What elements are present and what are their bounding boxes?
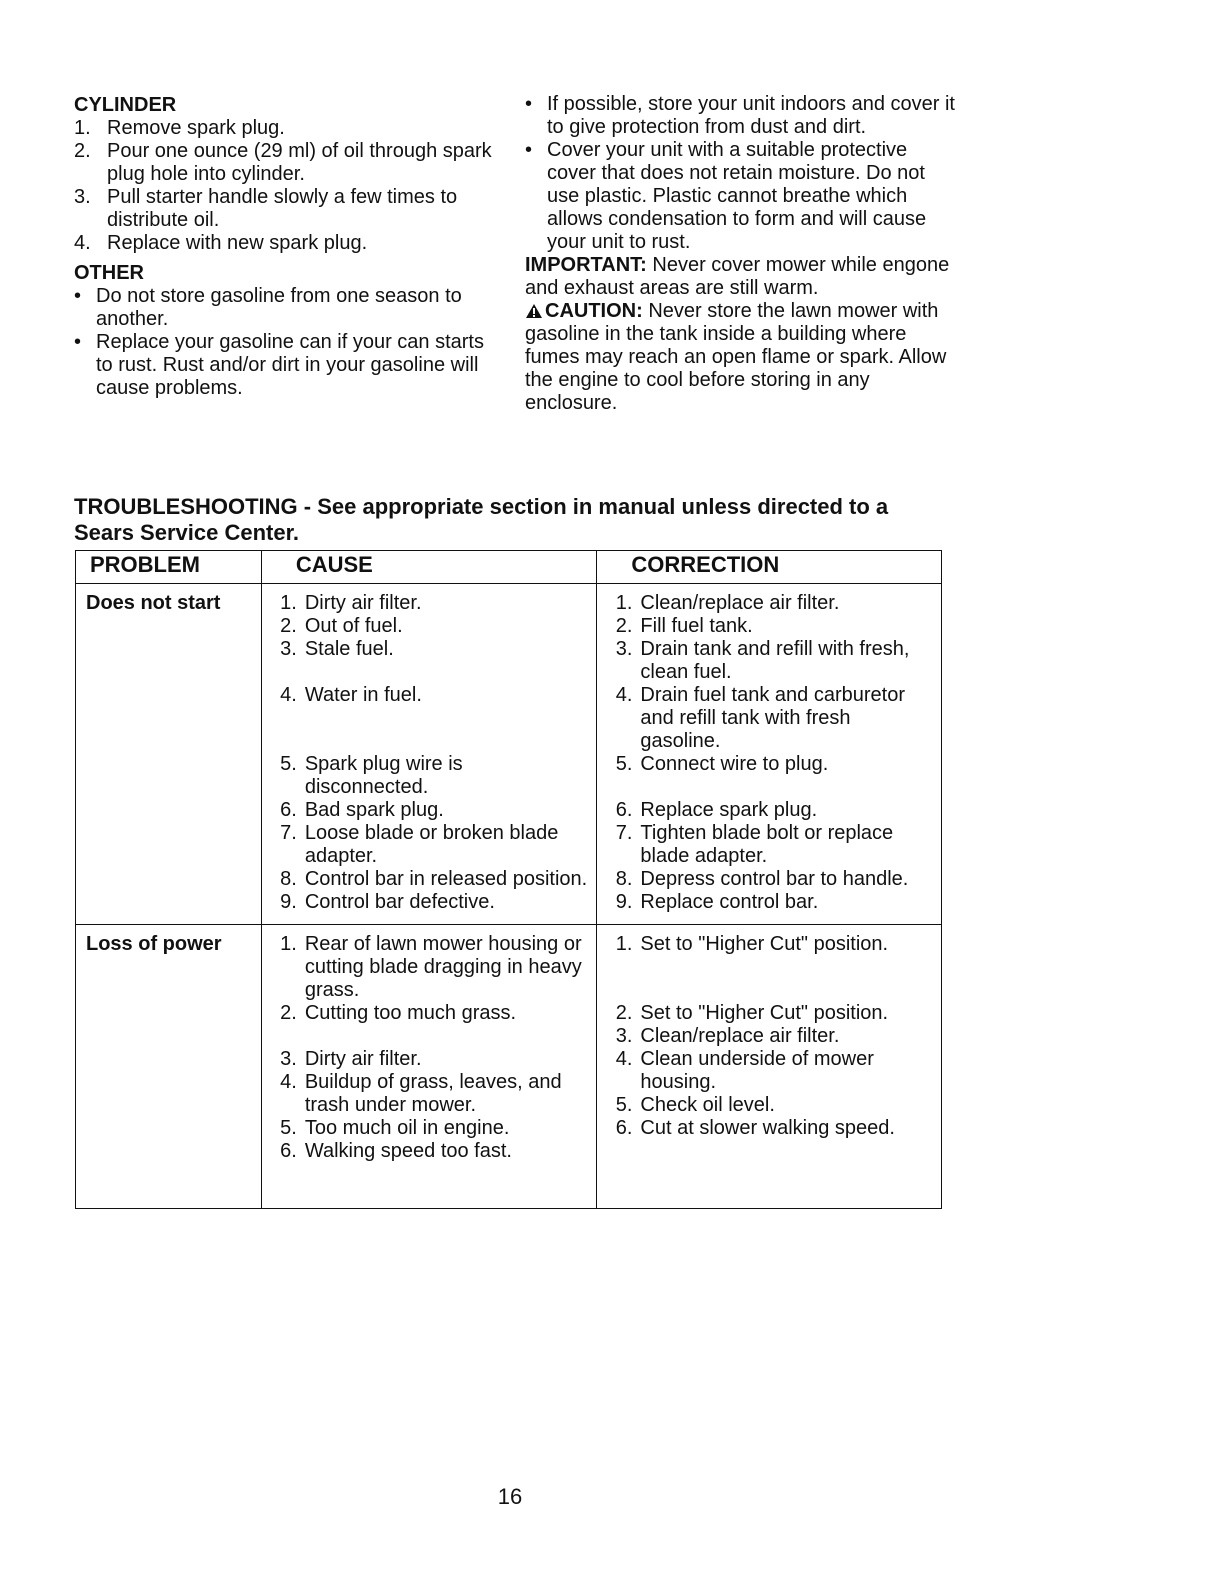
warning-triangle-icon (525, 303, 543, 319)
bullet-item: • If possible, store your unit indoors and cover it to give protection from dust and dirt. (525, 93, 955, 138)
table-row (76, 584, 942, 925)
cylinder-step: 3. Pull starter handle slowly a few times to distribute oil. (74, 186, 458, 231)
caution-note: CAUTION: Never store the lawn mower with gasoline in the tank inside a building where fumes may reach an open flame or spark. Allow the engine to cool before storing in any enclosure. (525, 300, 947, 414)
cause-cell: 1. Rear of lawn mower housing or cutting blade dragging in heavy grass. 2. Cutting too much grass. 3. Dirty air filter. 4. Buildup of grass, leaves, and trash under mower. 5. Too much oil in engine. 6. Walking speed too fast. (261, 925, 597, 1209)
other-bullets (74, 285, 494, 400)
important-label: IMPORTANT: (525, 254, 647, 276)
table-row (76, 925, 942, 1209)
caution-label: CAUTION: (545, 300, 643, 322)
correction-header: CORRECTION (597, 551, 942, 584)
page-number: 16 (497, 1484, 523, 1509)
cylinder-step: 4. Replace with new spark plug. (74, 232, 368, 254)
problem-cell: Does not start (76, 584, 262, 925)
bullet-item: • Replace your gasoline can if your can starts to rust. Rust and/or dirt in your gasoline will cause problems. (74, 331, 484, 399)
other-heading: OTHER (74, 262, 144, 284)
troubleshooting-heading: TROUBLESHOOTING - See appropriate section in manual unless directed to a Sears Service Center. (74, 494, 889, 545)
problem-header: PROBLEM (76, 551, 262, 584)
troubleshooting-table (75, 550, 942, 1209)
table-header-row (76, 551, 942, 584)
cylinder-heading: CYLINDER (74, 94, 177, 116)
cause-cell: 1. Dirty air filter. 2. Out of fuel. 3. Stale fuel. 4. Water in fuel. 5. Spark plug wire is disconnected. 6. Bad spark plug. 7. Loose blade or broken blade adapter. 8. Control bar in released position. 9. Control bar defective. (261, 584, 597, 925)
storage-bullets (525, 93, 955, 254)
problem-cell: Loss of power (76, 925, 262, 1209)
cylinder-steps (74, 117, 494, 255)
cause-header: CAUSE (261, 551, 597, 584)
left-column (74, 93, 494, 400)
right-column (525, 93, 955, 415)
correction-cell: 1. Clean/replace air filter. 2. Fill fuel tank. 3. Drain tank and refill with fresh, clean fuel. 4. Drain fuel tank and carburetor and refill tank with fresh gasoline. 5. Connect wire to plug. 6. Replace spark plug. 7. Tighten blade bolt or replace blade adapter. 8. Depress control bar to handle. 9. Replace control bar. (597, 584, 942, 925)
correction-cell: 1. Set to "Higher Cut" position. 2. Set to "Higher Cut" position. 3. Clean/replace air filter. 4. Clean underside of mower housing. 5. Check oil level. 6. Cut at slower walking speed. (597, 925, 942, 1209)
bullet-item: • Do not store gasoline from one season to another. (74, 285, 462, 330)
cylinder-step: 1. Remove spark plug. (74, 117, 285, 139)
cylinder-step: 2. Pour one ounce (29 ml) of oil through spark plug hole into cylinder. (74, 140, 492, 185)
important-note: IMPORTANT: Never cover mower while engone and exhaust areas are still warm. (525, 254, 950, 299)
bullet-item: • Cover your unit with a suitable protective cover that does not retain moisture. Do not use plastic. Plastic cannot breathe which allows condensation to form and will cause your unit to rust. (525, 139, 927, 253)
